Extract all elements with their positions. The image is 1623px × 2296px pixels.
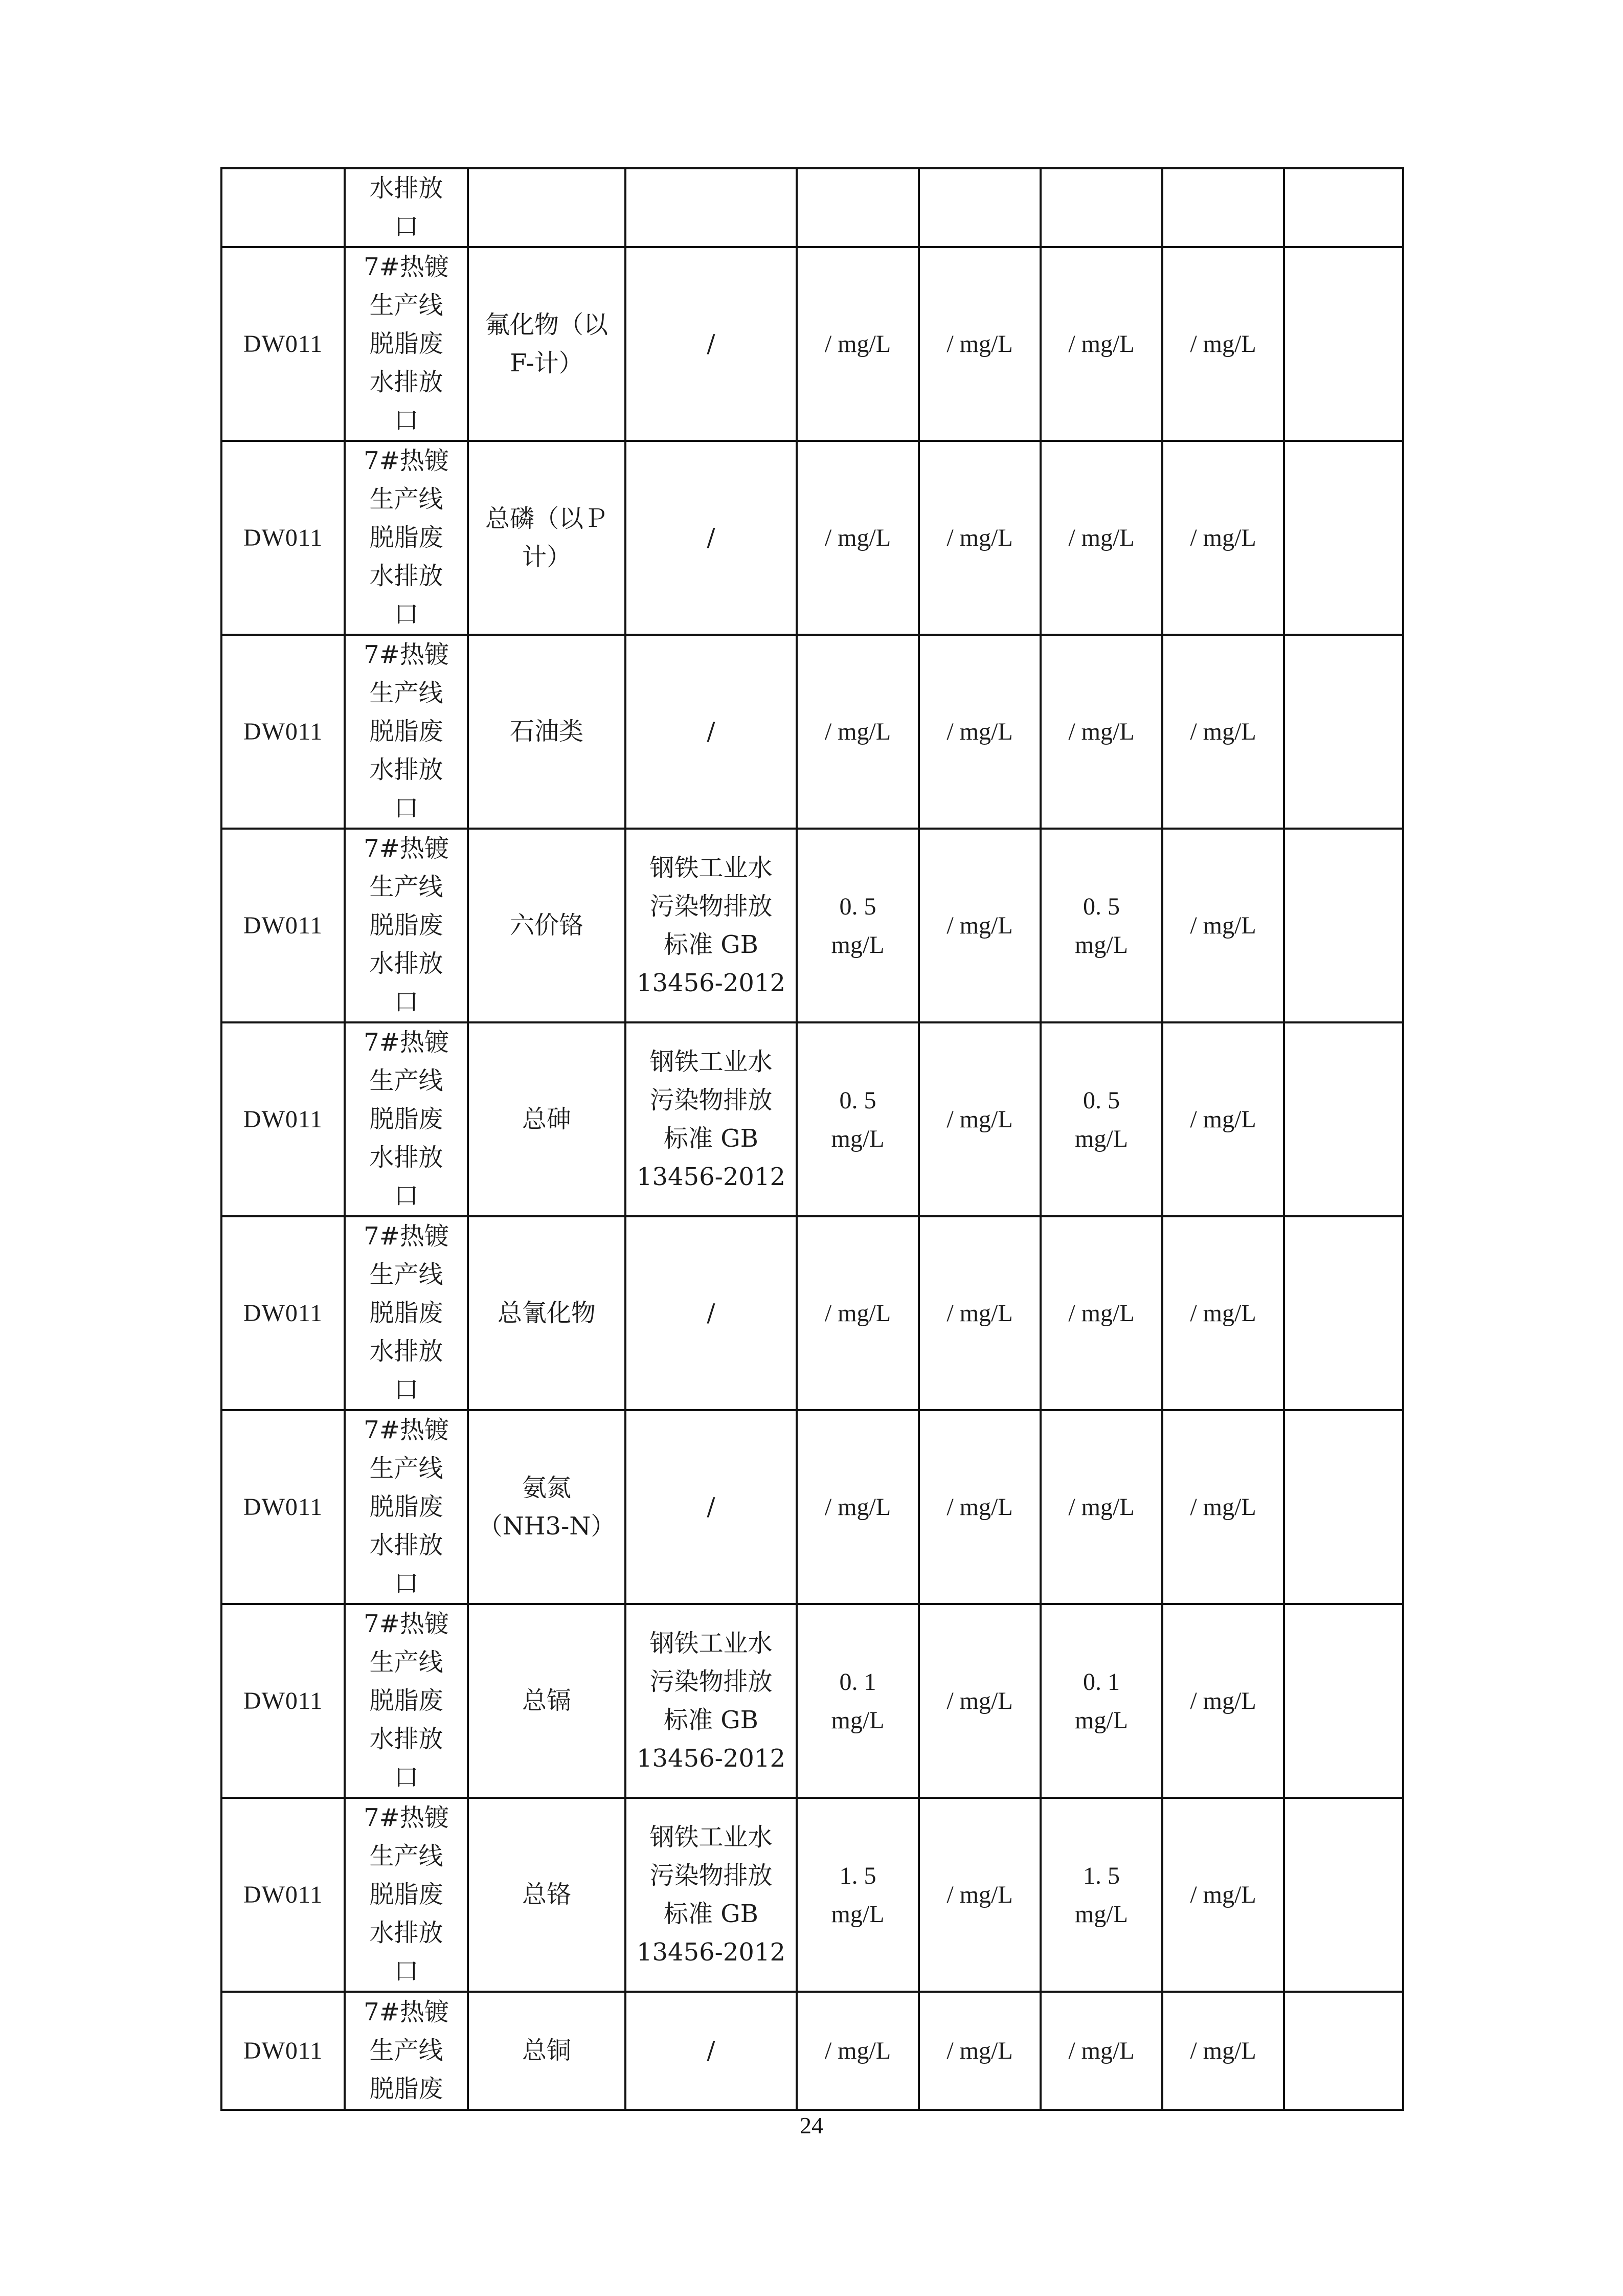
standard-cell [625, 1216, 797, 1410]
outlet-name-cell-line: 口 [394, 1763, 419, 1792]
limit-cell-1-line: 1. 5 [839, 1862, 876, 1889]
table-row-continued [221, 168, 1403, 247]
limit-cell-4 [1162, 1022, 1284, 1216]
outlet-name-cell-line: 7#热镀 [364, 1610, 449, 1638]
standard-cell-line: 13456-2012 [636, 968, 786, 997]
pollutant-cell-line: 石油类 [509, 717, 583, 746]
standard-cell-line: / [707, 2036, 715, 2065]
limit-cell-2 [919, 1992, 1041, 2110]
outlet-name-cell-line: 生产线 [369, 1842, 443, 1870]
outlet-name-cell-line: 生产线 [369, 291, 443, 320]
standard-cell-line: 污染物排放 [649, 1861, 773, 1890]
limit-cell-3 [1041, 1022, 1162, 1216]
outlet-name-cell-line: 脱脂废 [369, 717, 443, 746]
pollutant-cell-line: 计） [522, 542, 571, 571]
limit-cell-2-line: / mg/L [946, 912, 1013, 939]
limit-cell-4 [1162, 1992, 1284, 2110]
limit-cell-4 [1162, 1216, 1284, 1410]
outlet-name-cell-line: 脱脂废 [369, 2075, 443, 2103]
pollutant-cell [468, 829, 625, 1022]
standard-cell-line: 13456-2012 [636, 1162, 786, 1191]
limit-cell-2 [919, 1604, 1041, 1798]
limit-cell-3-line: 0. 5 [1083, 893, 1120, 920]
outlet-name-cell-line: 口 [394, 600, 419, 629]
limit-cell-3 [1041, 168, 1162, 247]
pollutant-cell [468, 1992, 625, 2110]
outlet-name-cell [345, 1216, 468, 1410]
limit-cell-1-line: mg/L [831, 1900, 885, 1928]
outlet-name-cell-line: 水排放 [369, 1725, 443, 1753]
outlet-name-cell-line: 口 [394, 1957, 419, 1986]
limit-cell-3-line: 0. 5 [1083, 1086, 1120, 1114]
pollutant-cell [468, 1216, 625, 1410]
remark-cell [1284, 1022, 1403, 1216]
limit-cell-4 [1162, 247, 1284, 441]
outlet-id-cell: DW011 [221, 1216, 345, 1410]
standard-cell-line: 标准 GB [664, 1124, 758, 1153]
pollutant-cell [468, 1022, 625, 1216]
monitoring-table [220, 167, 1404, 2111]
outlet-name-cell-line: 水排放 [369, 1337, 443, 1366]
outlet-name-cell-line: 7#热镀 [364, 834, 449, 863]
outlet-name-cell [345, 441, 468, 635]
limit-cell-3-line: / mg/L [1068, 1493, 1135, 1521]
standard-cell-line: / [707, 1492, 715, 1521]
table-body [221, 168, 1403, 2110]
limit-cell-1 [797, 1798, 919, 1992]
limit-cell-1-line: / mg/L [824, 1493, 891, 1521]
limit-cell-1-line: / mg/L [824, 524, 891, 551]
limit-cell-1 [797, 1992, 919, 2110]
outlet-name-line: 水排放 [369, 174, 443, 203]
table-row [221, 635, 1403, 829]
outlet-id-cell: DW011 [221, 441, 345, 635]
remark-cell [1284, 1604, 1403, 1798]
table-row [221, 1022, 1403, 1216]
standard-cell-line: / [707, 717, 715, 746]
outlet-name-cell-line: 生产线 [369, 679, 443, 707]
remark-cell [1284, 441, 1403, 635]
remark-cell [1284, 829, 1403, 1022]
limit-cell-2-line: / mg/L [946, 1687, 1013, 1714]
outlet-name-cell-line: 水排放 [369, 368, 443, 396]
outlet-name-cell [345, 1798, 468, 1992]
limit-cell-3 [1041, 1992, 1162, 2110]
outlet-name-cell-line: 水排放 [369, 1919, 443, 1947]
outlet-id-cell: DW011 [221, 829, 345, 1022]
limit-cell-4-line: / mg/L [1190, 524, 1256, 551]
limit-cell-3-line: 0. 1 [1083, 1668, 1120, 1696]
limit-cell-4 [1162, 1410, 1284, 1604]
remark-cell [1284, 1992, 1403, 2110]
limit-cell-2-line: / mg/L [946, 1106, 1013, 1133]
outlet-name-cell-line: 口 [394, 988, 419, 1016]
standard-cell-line: 污染物排放 [649, 891, 773, 921]
limit-cell-2 [919, 441, 1041, 635]
outlet-id-cell [221, 168, 345, 247]
outlet-name-cell [345, 1992, 468, 2110]
pollutant-cell-line: 六价铬 [509, 911, 583, 940]
table-row [221, 1604, 1403, 1798]
limit-cell-2 [919, 1410, 1041, 1604]
pollutant-cell-line: 总铬 [522, 1880, 571, 1909]
limit-cell-3-line: mg/L [1075, 1900, 1128, 1928]
outlet-name-cell-line: 7#热镀 [364, 640, 449, 669]
outlet-name-cell-line: 7#热镀 [364, 1028, 449, 1057]
limit-cell-4-line: / mg/L [1190, 718, 1256, 745]
limit-cell-2 [919, 1216, 1041, 1410]
pollutant-cell-line: F-计） [510, 348, 583, 377]
page-number: 24 [800, 2112, 823, 2138]
outlet-name-line: 口 [394, 212, 419, 241]
limit-cell-2-line: / mg/L [946, 718, 1013, 745]
outlet-id-cell: DW011 [221, 1992, 345, 2110]
limit-cell-4-line: / mg/L [1190, 2037, 1256, 2064]
outlet-name-cell-line: 脱脂废 [369, 329, 443, 358]
outlet-id-cell: DW011 [221, 1798, 345, 1992]
remark-cell [1284, 1798, 1403, 1992]
standard-cell-line: / [707, 523, 715, 552]
limit-cell-3-line: mg/L [1075, 1706, 1128, 1734]
outlet-name-cell-line: 生产线 [369, 1648, 443, 1677]
limit-cell-1-line: 0. 5 [839, 893, 876, 920]
limit-cell-4-line: / mg/L [1190, 1687, 1256, 1714]
outlet-name-cell-line: 生产线 [369, 485, 443, 514]
standard-cell-line: 13456-2012 [636, 1744, 786, 1773]
pollutant-cell [468, 247, 625, 441]
limit-cell-1-line: mg/L [831, 1125, 885, 1152]
outlet-name-cell [345, 829, 468, 1022]
outlet-name-cell-line: 口 [394, 1182, 419, 1210]
limit-cell-1 [797, 1216, 919, 1410]
limit-cell-3 [1041, 635, 1162, 829]
pollutant-cell-line: 总镉 [522, 1686, 571, 1715]
remark-cell [1284, 1410, 1403, 1604]
table-row [221, 829, 1403, 1022]
limit-cell-4 [1162, 829, 1284, 1022]
standard-cell-line: 钢铁工业水 [649, 853, 773, 882]
limit-cell-2-line: / mg/L [946, 330, 1013, 358]
outlet-name-cell-line: 生产线 [369, 1454, 443, 1483]
pollutant-cell-line: 总砷 [522, 1105, 571, 1133]
standard-cell [625, 829, 797, 1022]
limit-cell-2 [919, 1798, 1041, 1992]
standard-cell [625, 1022, 797, 1216]
limit-cell-4-line: / mg/L [1190, 1300, 1256, 1327]
outlet-name-cell-line: 7#热镀 [364, 1222, 449, 1251]
limit-cell-2-line: / mg/L [946, 524, 1013, 551]
outlet-id-cell: DW011 [221, 247, 345, 441]
limit-cell-1-line: / mg/L [824, 2037, 891, 2064]
outlet-name-cell-line: 水排放 [369, 949, 443, 978]
outlet-name-cell-line: 水排放 [369, 562, 443, 590]
limit-cell-3-line: / mg/L [1068, 1300, 1135, 1327]
pollutant-cell-line: 总铜 [522, 2036, 571, 2065]
table-row [221, 1992, 1403, 2110]
limit-cell-3 [1041, 441, 1162, 635]
limit-cell-2-line: / mg/L [946, 1881, 1013, 1908]
standard-cell-line: 标准 GB [664, 1899, 758, 1928]
limit-cell-1-line: / mg/L [824, 330, 891, 358]
pollutant-cell-line: 氨氮 [522, 1473, 571, 1502]
outlet-name-cell-line: 生产线 [369, 1260, 443, 1289]
limit-cell-3 [1041, 247, 1162, 441]
outlet-name-cell-line: 水排放 [369, 1143, 443, 1172]
outlet-name-cell [345, 1022, 468, 1216]
standard-cell [625, 1798, 797, 1992]
limit-cell-4 [1162, 441, 1284, 635]
remark-cell [1284, 1216, 1403, 1410]
outlet-name-cell [345, 635, 468, 829]
remark-cell [1284, 247, 1403, 441]
pollutant-cell-line: 氟化物（以 [485, 310, 608, 339]
outlet-name-cell-line: 生产线 [369, 1066, 443, 1095]
standard-cell-line: 13456-2012 [636, 1937, 786, 1967]
limit-cell-1-line: mg/L [831, 1706, 885, 1734]
limit-cell-1-line: / mg/L [824, 1300, 891, 1327]
limit-cell-3-line: / mg/L [1068, 330, 1135, 358]
standard-cell-line: 污染物排放 [649, 1085, 773, 1114]
limit-cell-4-line: / mg/L [1190, 1881, 1256, 1908]
limit-cell-3-line: mg/L [1075, 931, 1128, 958]
standard-cell-line: 标准 GB [664, 930, 758, 959]
standard-cell [625, 441, 797, 635]
limit-cell-1 [797, 1604, 919, 1798]
pollutant-cell-line: 总磷（以Ｐ [485, 504, 608, 533]
outlet-id-cell: DW011 [221, 635, 345, 829]
limit-cell-4-line: / mg/L [1190, 1106, 1256, 1133]
standard-cell [625, 168, 797, 247]
standard-cell [625, 247, 797, 441]
table-row [221, 247, 1403, 441]
limit-cell-2-line: / mg/L [946, 1493, 1013, 1521]
outlet-name-cell-line: 7#热镀 [364, 447, 449, 475]
pollutant-cell [468, 1798, 625, 1992]
limit-cell-3 [1041, 829, 1162, 1022]
limit-cell-1 [797, 1410, 919, 1604]
limit-cell-2 [919, 247, 1041, 441]
outlet-name-cell [345, 168, 468, 247]
limit-cell-4 [1162, 635, 1284, 829]
limit-cell-4-line: / mg/L [1190, 330, 1256, 358]
limit-cell-3-line: / mg/L [1068, 2037, 1135, 2064]
limit-cell-3 [1041, 1410, 1162, 1604]
standard-cell [625, 1992, 797, 2110]
standard-cell [625, 1410, 797, 1604]
outlet-name-cell-line: 口 [394, 1375, 419, 1404]
standard-cell-line: 钢铁工业水 [649, 1047, 773, 1076]
limit-cell-1 [797, 247, 919, 441]
pollutant-cell [468, 441, 625, 635]
outlet-name-cell-line: 生产线 [369, 2036, 443, 2065]
remark-cell [1284, 168, 1403, 247]
outlet-name-cell-line: 脱脂废 [369, 911, 443, 940]
limit-cell-1 [797, 441, 919, 635]
limit-cell-3-line: / mg/L [1068, 524, 1135, 551]
outlet-name-cell-line: 脱脂废 [369, 1299, 443, 1327]
limit-cell-1-line: 0. 1 [839, 1668, 876, 1696]
outlet-name-cell-line: 生产线 [369, 873, 443, 901]
limit-cell-3 [1041, 1604, 1162, 1798]
limit-cell-4-line: / mg/L [1190, 1493, 1256, 1521]
limit-cell-2-line: / mg/L [946, 2037, 1013, 2064]
standard-cell-line: / [707, 329, 715, 358]
limit-cell-1 [797, 168, 919, 247]
outlet-id-cell: DW011 [221, 1022, 345, 1216]
outlet-name-cell-line: 7#热镀 [364, 1998, 449, 2026]
limit-cell-1-line: 0. 5 [839, 1086, 876, 1114]
pollutant-cell [468, 1410, 625, 1604]
outlet-id-cell: DW011 [221, 1604, 345, 1798]
outlet-name-cell-line: 脱脂废 [369, 1880, 443, 1909]
outlet-name-cell-line: 口 [394, 794, 419, 822]
limit-cell-2 [919, 829, 1041, 1022]
outlet-name-cell-line: 7#热镀 [364, 253, 449, 281]
limit-cell-1-line: / mg/L [824, 718, 891, 745]
outlet-name-cell-line: 7#热镀 [364, 1803, 449, 1832]
limit-cell-3 [1041, 1798, 1162, 1992]
limit-cell-1-line: mg/L [831, 931, 885, 958]
outlet-name-cell [345, 1604, 468, 1798]
limit-cell-2-line: / mg/L [946, 1300, 1013, 1327]
standard-cell-line: 标准 GB [664, 1705, 758, 1734]
limit-cell-1 [797, 829, 919, 1022]
outlet-name-cell-line: 脱脂废 [369, 1105, 443, 1133]
table-row [221, 441, 1403, 635]
outlet-name-cell-line: 水排放 [369, 1531, 443, 1559]
limit-cell-2 [919, 168, 1041, 247]
outlet-name-cell-line: 脱脂废 [369, 523, 443, 552]
outlet-id-cell: DW011 [221, 1410, 345, 1604]
limit-cell-4 [1162, 1604, 1284, 1798]
outlet-name-cell [345, 247, 468, 441]
limit-cell-3-line: mg/L [1075, 1125, 1128, 1152]
limit-cell-1 [797, 1022, 919, 1216]
limit-cell-4-line: / mg/L [1190, 912, 1256, 939]
standard-cell [625, 1604, 797, 1798]
limit-cell-3-line: 1. 5 [1083, 1862, 1120, 1889]
outlet-name-cell-line: 脱脂废 [369, 1686, 443, 1715]
limit-cell-3 [1041, 1216, 1162, 1410]
outlet-name-cell-line: 水排放 [369, 755, 443, 784]
limit-cell-2 [919, 635, 1041, 829]
limit-cell-3-line: / mg/L [1068, 718, 1135, 745]
limit-cell-1 [797, 635, 919, 829]
table-row [221, 1216, 1403, 1410]
outlet-name-cell-line: 口 [394, 406, 419, 435]
standard-cell-line: 钢铁工业水 [649, 1822, 773, 1852]
pollutant-cell [468, 168, 625, 247]
table-row [221, 1410, 1403, 1604]
limit-cell-4 [1162, 1798, 1284, 1992]
outlet-name-cell-line: 脱脂废 [369, 1492, 443, 1521]
pollutant-cell-line: （NH3-N） [478, 1511, 616, 1541]
standard-cell-line: / [707, 1299, 715, 1327]
pollutant-cell [468, 635, 625, 829]
standard-cell [625, 635, 797, 829]
standard-cell-line: 钢铁工业水 [649, 1629, 773, 1658]
pollutant-cell [468, 1604, 625, 1798]
outlet-name-cell-line: 7#热镀 [364, 1416, 449, 1444]
outlet-name-cell [345, 1410, 468, 1604]
remark-cell [1284, 635, 1403, 829]
standard-cell-line: 污染物排放 [649, 1667, 773, 1696]
pollutant-cell-line: 总氰化物 [497, 1299, 596, 1327]
limit-cell-4 [1162, 168, 1284, 247]
outlet-name-cell-line: 口 [394, 1569, 419, 1598]
limit-cell-2 [919, 1022, 1041, 1216]
table-row [221, 1798, 1403, 1992]
